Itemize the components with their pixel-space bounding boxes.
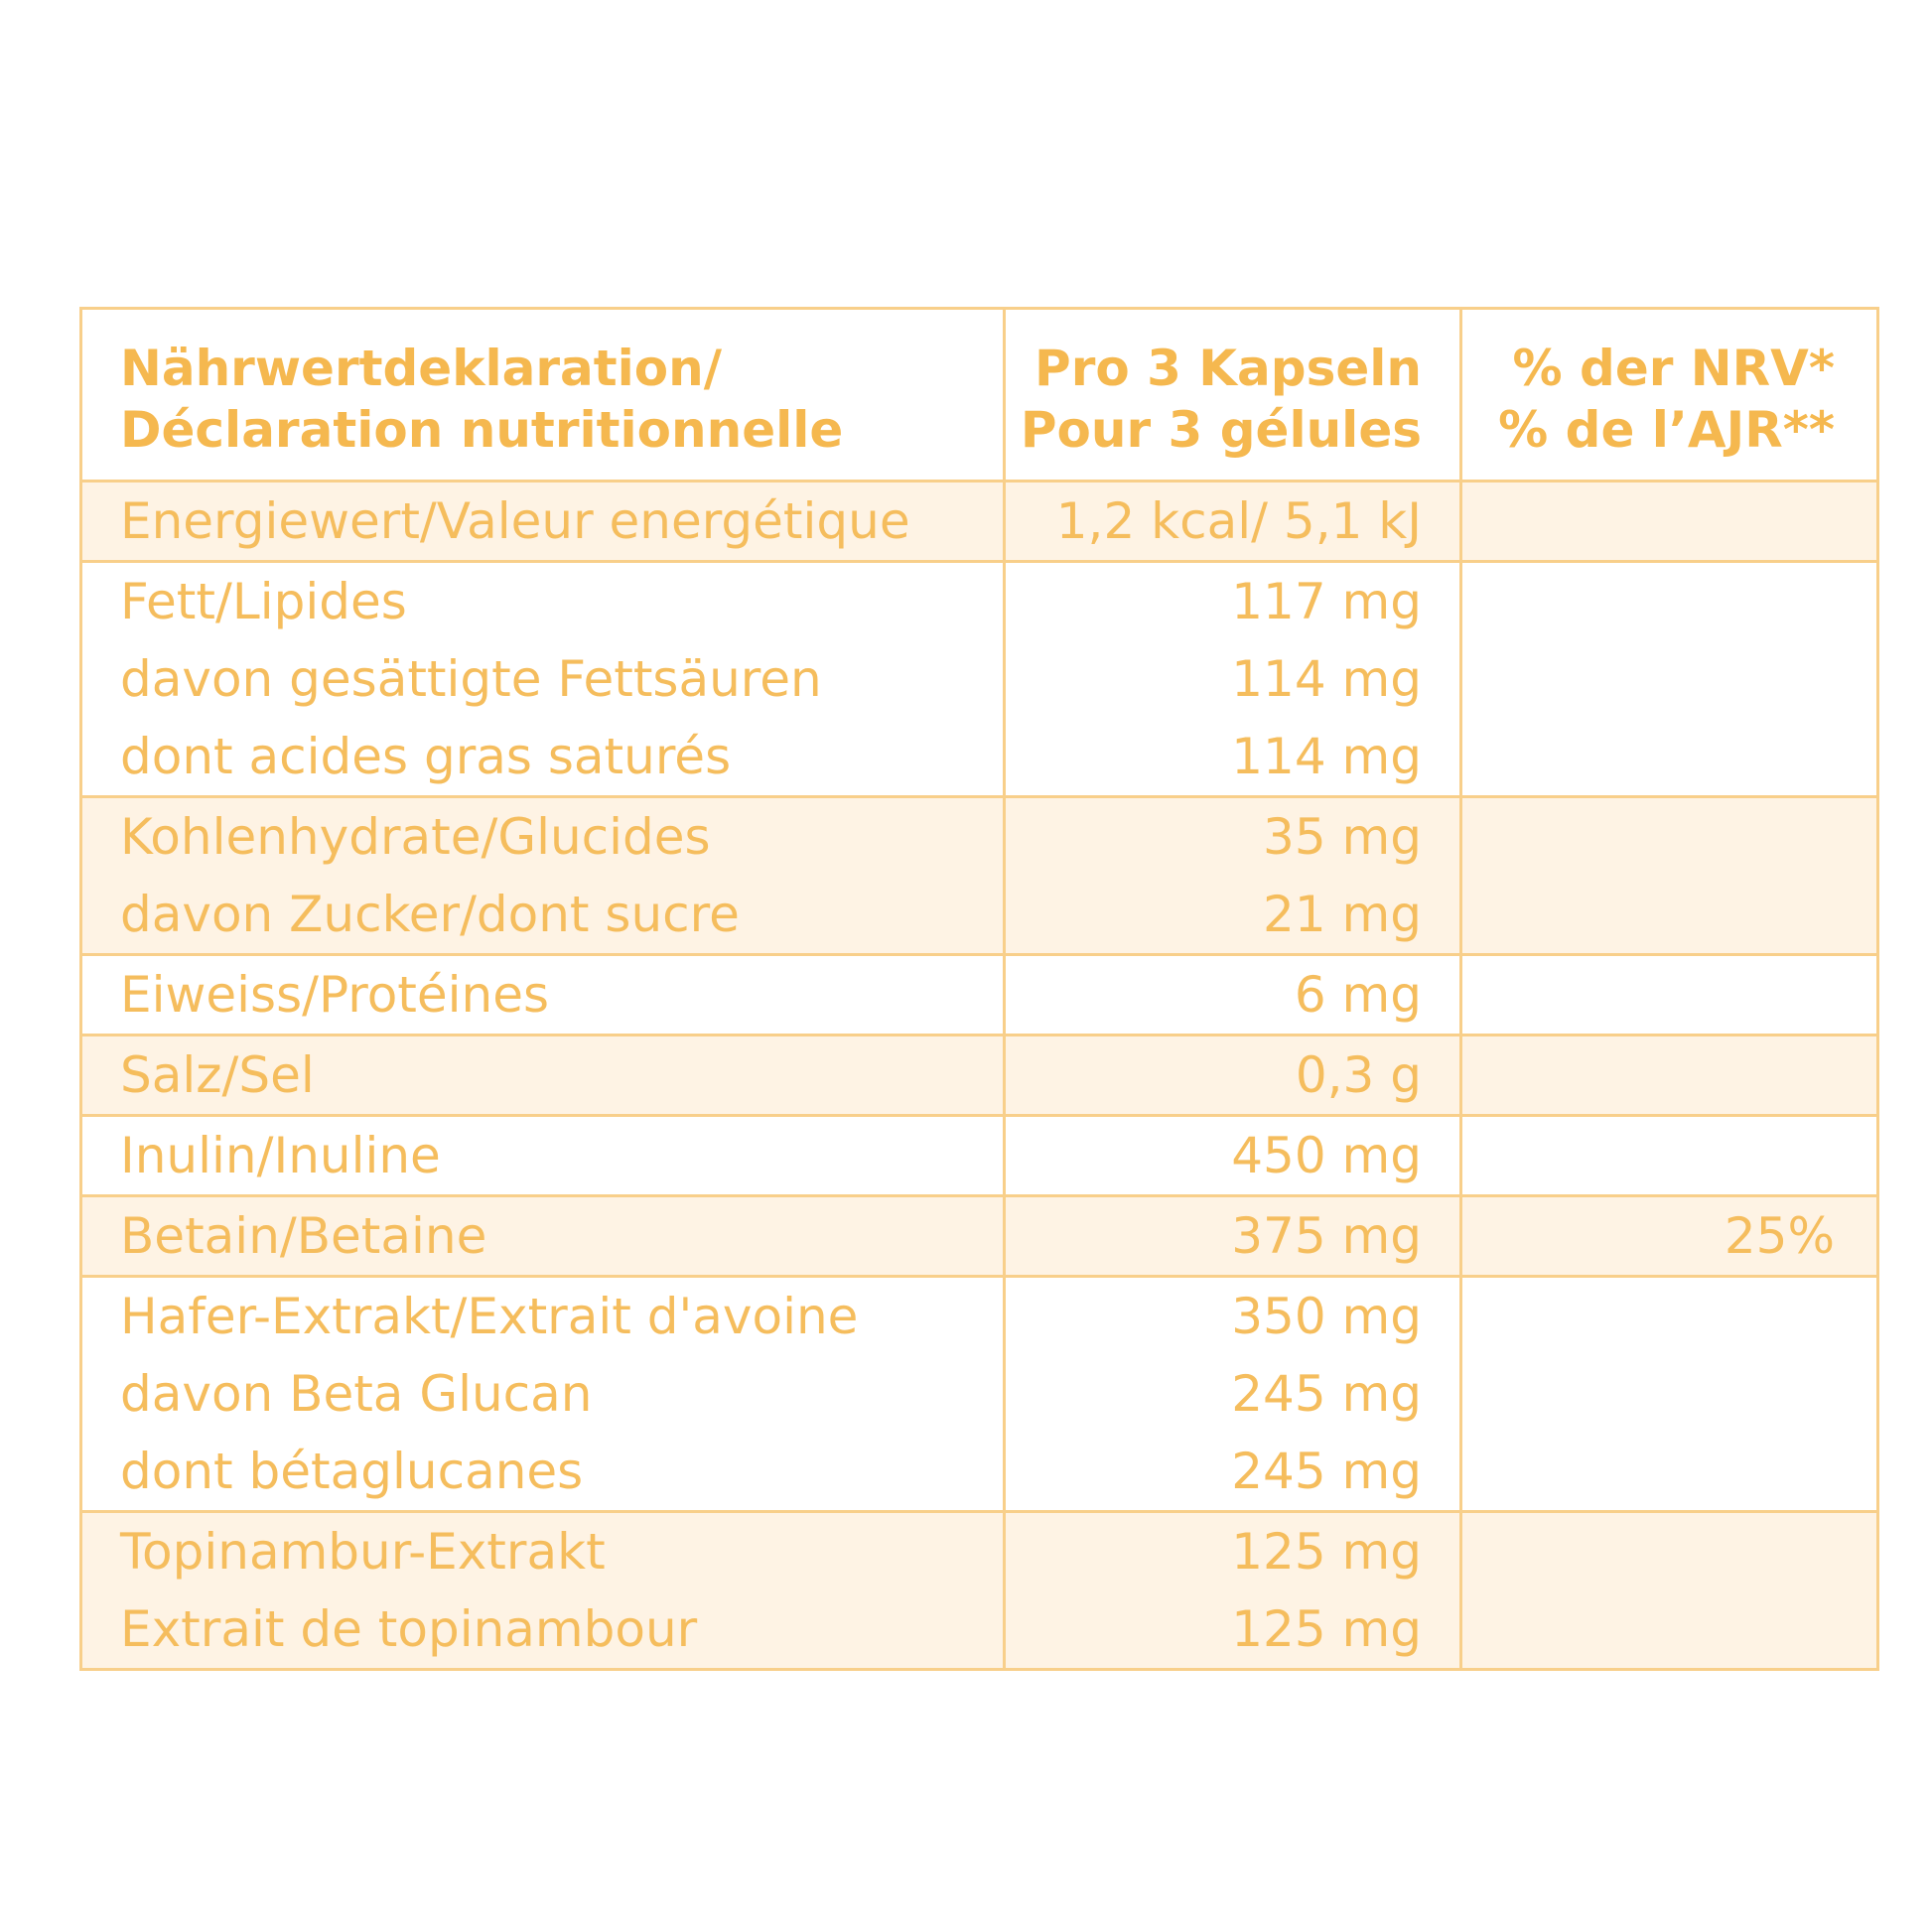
nutrient-amount: 21 mg — [1263, 886, 1422, 943]
nutrient-name-cell — [81, 797, 1005, 955]
table-row — [81, 1277, 1878, 1512]
header-name-line1: Nährwertdeklaration/ — [120, 340, 722, 397]
header-per-line1: Pro 3 Kapseln — [1035, 340, 1422, 397]
nutrient-name: dont acides gras saturés — [120, 728, 732, 785]
header-per-3-capsules — [1005, 309, 1461, 482]
nutrient-name-cell — [81, 482, 1005, 562]
nutrient-name: Eiweiss/Protéines — [120, 966, 550, 1024]
header-per-line2: Pour 3 gélules — [1020, 401, 1422, 459]
nutrient-amount: 35 mg — [1263, 808, 1422, 866]
nrv-percent — [1462, 1513, 1876, 1590]
table-row — [81, 562, 1878, 797]
nutrient-name: Hafer-Extrakt/Extrait d'avoine — [120, 1288, 859, 1345]
nutrient-name: Extrait de topinambour — [120, 1600, 698, 1658]
nrv-percent — [1462, 798, 1876, 876]
nutrient-name-cell — [81, 955, 1005, 1035]
nutrient-amount: 114 mg — [1231, 650, 1422, 708]
amount-cell — [1005, 1196, 1461, 1277]
nutrient-name-cell — [81, 1277, 1005, 1512]
nutrient-amount: 350 mg — [1231, 1288, 1422, 1345]
amount-cell — [1005, 955, 1461, 1035]
table-header-row — [81, 309, 1878, 482]
nutrient-amount: 245 mg — [1231, 1443, 1422, 1500]
nutrient-name-cell — [81, 1116, 1005, 1196]
nutrient-name: Betain/Betaine — [120, 1207, 487, 1265]
nutrient-amount: 114 mg — [1231, 728, 1422, 785]
amount-cell — [1005, 797, 1461, 955]
nutrient-name-cell — [81, 1512, 1005, 1670]
nrv-percent: 25% — [1724, 1207, 1835, 1265]
nrv-cell — [1461, 562, 1878, 797]
nrv-cell — [1461, 797, 1878, 955]
header-nrv-percent — [1461, 309, 1878, 482]
nutrition-table — [79, 307, 1879, 1671]
nutrient-name: Salz/Sel — [120, 1046, 315, 1104]
nrv-percent — [1462, 483, 1876, 560]
nutrient-amount: 245 mg — [1231, 1365, 1422, 1423]
nrv-cell — [1461, 482, 1878, 562]
amount-cell — [1005, 482, 1461, 562]
nutrient-name: Fett/Lipides — [120, 573, 407, 630]
nrv-percent — [1462, 563, 1876, 640]
nutrient-name-cell — [81, 1035, 1005, 1116]
nutrient-name: dont bétaglucanes — [120, 1443, 584, 1500]
nrv-cell — [1461, 1116, 1878, 1196]
nrv-cell — [1461, 1277, 1878, 1512]
table-row — [81, 1035, 1878, 1116]
nutrient-amount: 6 mg — [1294, 966, 1422, 1024]
nrv-percent — [1462, 1036, 1876, 1114]
table-row — [81, 1196, 1878, 1277]
nutrient-amount: 0,3 g — [1295, 1046, 1422, 1104]
nutrient-name: Inulin/Inuline — [120, 1127, 441, 1184]
nrv-cell — [1461, 1512, 1878, 1670]
amount-cell — [1005, 1035, 1461, 1116]
amount-cell — [1005, 562, 1461, 797]
nutrient-amount: 125 mg — [1231, 1523, 1422, 1581]
nutrient-amount: 125 mg — [1231, 1600, 1422, 1658]
table-row — [81, 1116, 1878, 1196]
nutrient-name: Topinambur-Extrakt — [120, 1523, 606, 1581]
table-body — [81, 482, 1878, 1670]
nutrient-amount: 1,2 kcal/ 5,1 kJ — [1055, 492, 1422, 550]
table-row — [81, 1512, 1878, 1670]
nutrient-amount: 450 mg — [1231, 1127, 1422, 1184]
nutrient-name: davon Beta Glucan — [120, 1365, 593, 1423]
amount-cell — [1005, 1512, 1461, 1670]
nutrient-amount: 375 mg — [1231, 1207, 1422, 1265]
nutrient-name-cell — [81, 1196, 1005, 1277]
nrv-percent — [1462, 1278, 1876, 1355]
nrv-cell — [1461, 1196, 1878, 1277]
nutrient-name: davon Zucker/dont sucre — [120, 886, 740, 943]
nrv-cell — [1461, 1035, 1878, 1116]
nutrient-amount: 117 mg — [1231, 573, 1422, 630]
nrv-percent — [1462, 1117, 1876, 1194]
nutrient-name: Kohlenhydrate/Glucides — [120, 808, 711, 866]
nrv-percent — [1462, 956, 1876, 1034]
nutrient-name: Energiewert/Valeur energétique — [120, 492, 910, 550]
header-nrv-line2: % de l’AJR** — [1498, 401, 1835, 459]
header-name-line2: Déclaration nutritionnelle — [120, 401, 844, 459]
header-nrv-line1: % der NRV* — [1512, 340, 1835, 397]
table-row — [81, 482, 1878, 562]
amount-cell — [1005, 1277, 1461, 1512]
nutrient-name-cell — [81, 562, 1005, 797]
amount-cell — [1005, 1116, 1461, 1196]
table-row — [81, 955, 1878, 1035]
table-row — [81, 797, 1878, 955]
header-nutrition-declaration — [81, 309, 1005, 482]
nrv-cell — [1461, 955, 1878, 1035]
nutrient-name: davon gesättigte Fettsäuren — [120, 650, 822, 708]
